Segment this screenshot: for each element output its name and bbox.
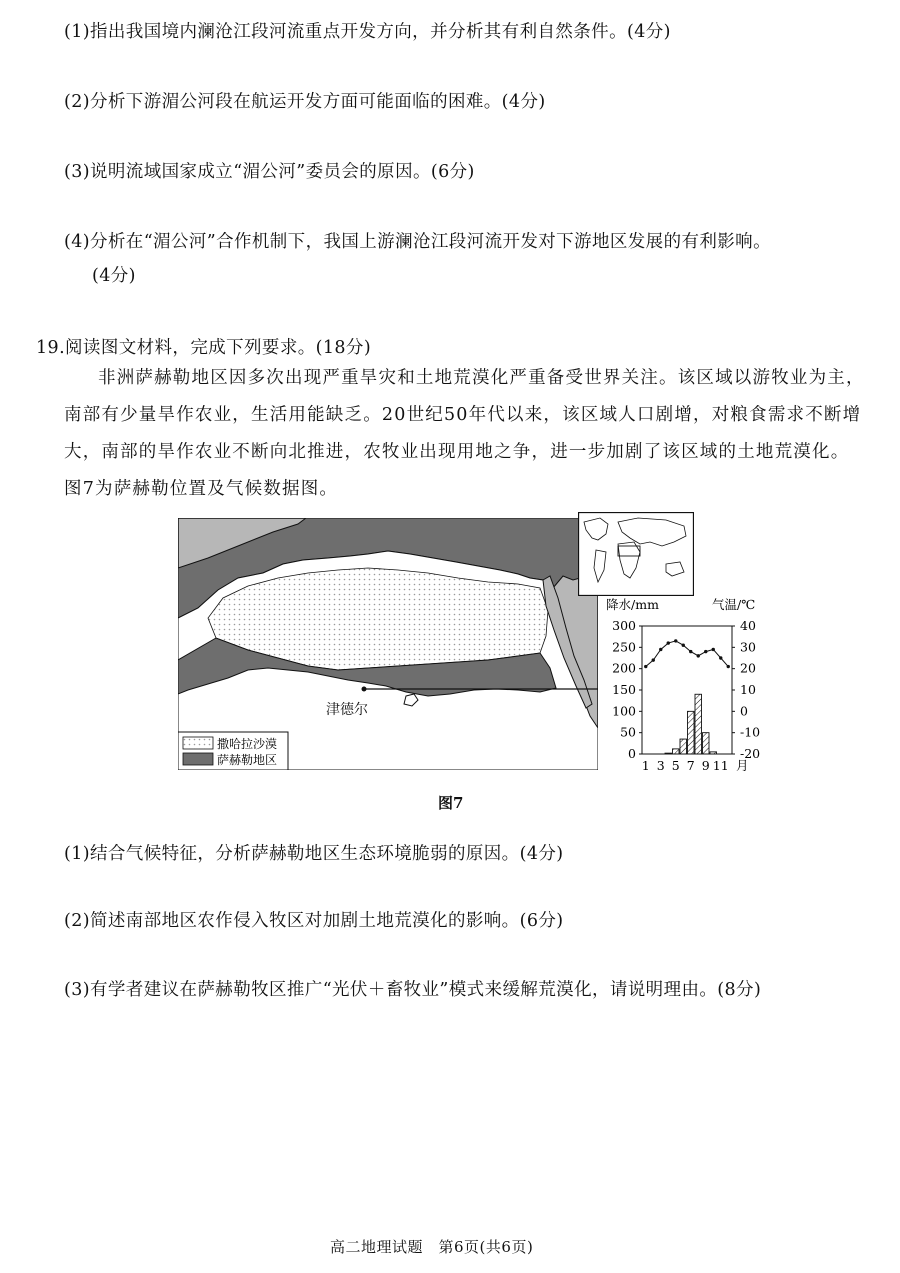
- left-tick-label: 250: [612, 639, 636, 655]
- temperature-point: [652, 658, 655, 661]
- left-tick-label: 100: [612, 703, 636, 719]
- x-tick-label: 11: [712, 758, 729, 773]
- zinder-label: 津德尔: [326, 702, 368, 718]
- q18-part-1: (1)指出我国境内澜沧江段河流重点开发方向，并分析其有利自然条件。(4分): [64, 22, 671, 42]
- zinder-marker: [362, 687, 367, 692]
- temperature-point: [682, 644, 685, 647]
- left-tick-label: 200: [612, 660, 636, 676]
- x-tick-label: 7: [686, 758, 695, 773]
- temperature-line: [646, 641, 729, 667]
- temperature-point: [644, 665, 647, 668]
- right-tick-label: 0: [740, 703, 748, 719]
- precip-bar: [703, 733, 710, 754]
- right-tick-label: 40: [740, 618, 756, 633]
- plot-frame: [642, 626, 732, 754]
- precip-bar: [688, 711, 695, 754]
- figure-caption: 图7: [438, 794, 464, 812]
- left-tick-label: 300: [612, 618, 636, 633]
- legend-sahel-swatch: [183, 753, 213, 765]
- right-tick-label: -20: [740, 746, 761, 761]
- left-tick-label: 0: [628, 746, 636, 761]
- temperature-point: [719, 656, 722, 659]
- q19-part-3: (3)有学者建议在萨赫勒牧区推广“光伏＋畜牧业”模式来缓解荒漠化，请说明理由。(8分): [64, 980, 762, 1000]
- q18-part-3: (3)说明流域国家成立“湄公河”委员会的原因。(6分): [64, 162, 475, 182]
- x-tick-label: 3: [656, 758, 665, 773]
- legend-sahel-label: 萨赫勒地区: [217, 753, 278, 767]
- sahel-map: [178, 518, 598, 770]
- temperature-point: [659, 648, 662, 651]
- left-tick-label: 150: [612, 682, 636, 697]
- x-tick-label: 9: [701, 758, 710, 773]
- q18-part-4-score: (4分): [92, 266, 136, 286]
- right-tick-label: -10: [740, 724, 761, 740]
- x-tick-label: 1: [641, 758, 650, 773]
- temperature-point: [704, 650, 707, 653]
- temperature-point: [689, 650, 692, 653]
- temperature-point: [667, 641, 670, 644]
- x-axis-label: 月: [736, 758, 749, 773]
- climate-chart: [600, 596, 772, 782]
- page-footer: 高二地理试题 第6页(共6页): [330, 1238, 534, 1256]
- left-tick-label: 50: [620, 724, 636, 740]
- temperature-point: [674, 639, 677, 642]
- precip-bar: [710, 752, 717, 754]
- legend-desert-swatch: [183, 737, 213, 749]
- precip-bar: [695, 694, 702, 754]
- right-tick-label: 10: [740, 682, 756, 697]
- right-tick-label: 20: [740, 660, 756, 676]
- temperature-point: [712, 648, 715, 651]
- precip-bar: [665, 753, 672, 754]
- precip-bar: [673, 749, 680, 754]
- legend-desert-label: 撒哈拉沙漠: [217, 737, 278, 751]
- precip-bar: [680, 739, 687, 754]
- q18-part-2: (2)分析下游湄公河段在航运开发方面可能面临的困难。(4分): [64, 92, 546, 112]
- q19-paragraph: 非洲萨赫勒地区因多次出现严重旱灾和土地荒漠化严重备受世界关注。该区域以游牧业为主，南部有少量旱作农业，生活用能缺乏。20世纪50年代以来，该区域人口剧增，对粮食需求不断增大，南部的旱作农业不断向北推进，农牧业出现用地之争，进一步加剧了该区域的土地荒漠化。图7为萨赫勒位置及气候数据图。: [64, 368, 865, 499]
- x-tick-label: 5: [671, 758, 680, 773]
- climate-chart-svg: [600, 596, 772, 782]
- q19-part-1: (1)结合气候特征，分析萨赫勒地区生态环境脆弱的原因。(4分): [64, 844, 564, 864]
- q18-part-4: (4)分析在“湄公河”合作机制下，我国上游澜沧江段河流开发对下游地区发展的有利影响。: [64, 232, 771, 252]
- q19-part-2: (2)简述南部地区农作侵入牧区对加剧土地荒漠化的影响。(6分): [64, 911, 564, 931]
- temperature-point: [727, 665, 730, 668]
- temperature-point: [697, 654, 700, 657]
- map-figure: [178, 518, 598, 770]
- y-right-label: 气温/℃: [712, 597, 756, 612]
- inset-world-map: [578, 512, 694, 596]
- q19-heading: 19.阅读图文材料，完成下列要求。(18分): [36, 338, 372, 358]
- y-left-label: 降水/mm: [606, 597, 659, 612]
- right-tick-label: 30: [740, 639, 756, 655]
